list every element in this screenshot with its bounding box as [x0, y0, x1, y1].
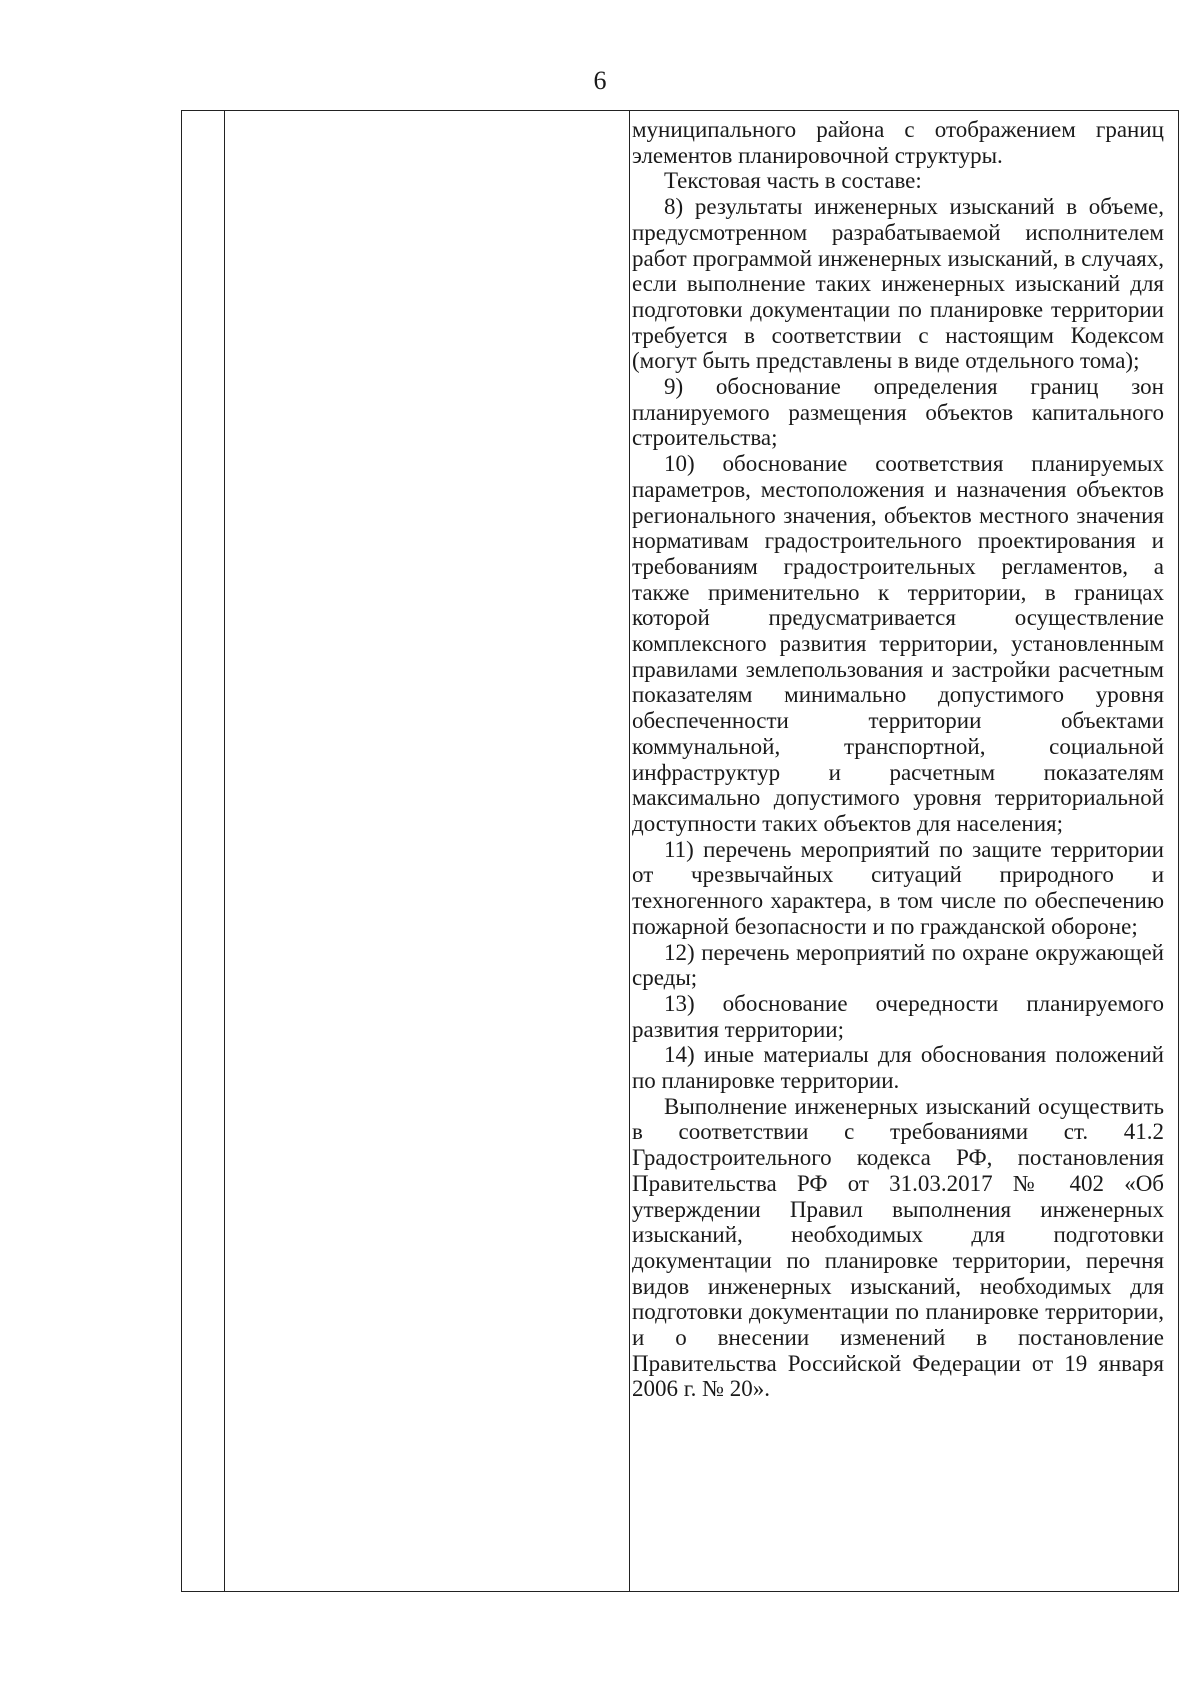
list-item-14: 14) иные материалы для обоснования положений по планировке территории.: [632, 1042, 1164, 1094]
list-item-10: 10) обоснование соответствия планируемых параметров, местоположения и назначения объектов регионального значения, объектов местного значения нормативам градостроительного проектирования и требованиям градостроительных регламентов, а также применительно к территории, в границах которой предусматривается осуществление комплексного развития территории, установленным правилами землепользования и застройки расчетным показателям минимально допустимого уровня обеспеченности территории объектами коммунальной, транспортной, социальной инфраструктур и расчетным показателям максимально допустимого уровня территориальной доступности таких объектов для населения;: [632, 451, 1164, 836]
paragraph-engineering-surveys: Выполнение инженерных изысканий осуществить в соответствии с требованиями ст. 41.2 Градостроительного кодекса РФ, постановления Правительства РФ от 31.03.2017 № 402 «Об утверждении Правил выполнения инженерных изысканий, необходимых для подготовки документации по планировке территории, перечня видов инженерных изысканий, необходимых для подготовки документации по планировке территории, и о внесении изменений в постановление Правительства Российской Федерации от 19 января 2006 г. № 20».: [632, 1093, 1164, 1402]
list-item-9: 9) обоснование определения границ зон планируемого размещения объектов капитального строительства;: [632, 374, 1164, 451]
list-item-13: 13) обоснование очередности планируемого развития территории;: [632, 990, 1164, 1042]
list-item-8: 8) результаты инженерных изысканий в объеме, предусмотренном разрабатываемой исполнителем работ программой инженерных изысканий, в случаях, если выполнение таких инженерных изысканий для подготовки документации по планировке территории требуется в соответствии с настоящим Кодексом (могут быть представлены в виде отдельного тома);: [632, 194, 1164, 374]
paragraph-text-part-heading: Текстовая часть в составе:: [664, 168, 922, 194]
paragraph-continuation: муниципального района с отображением границ элементов планировочной структуры.: [632, 117, 1164, 168]
page-number: 6: [593, 66, 607, 95]
table-content-cell: [632, 117, 1164, 1402]
column-divider: [224, 111, 225, 1591]
list-item-11: 11) перечень мероприятий по защите территории от чрезвычайных ситуаций природного и техногенного характера, в том числе по обеспечению пожарной безопасности и по гражданской обороне;: [632, 836, 1164, 939]
list-item-12: 12) перечень мероприятий по охране окружающей среды;: [632, 939, 1164, 991]
requirements-table: [181, 110, 1179, 1592]
column-divider: [629, 111, 630, 1591]
